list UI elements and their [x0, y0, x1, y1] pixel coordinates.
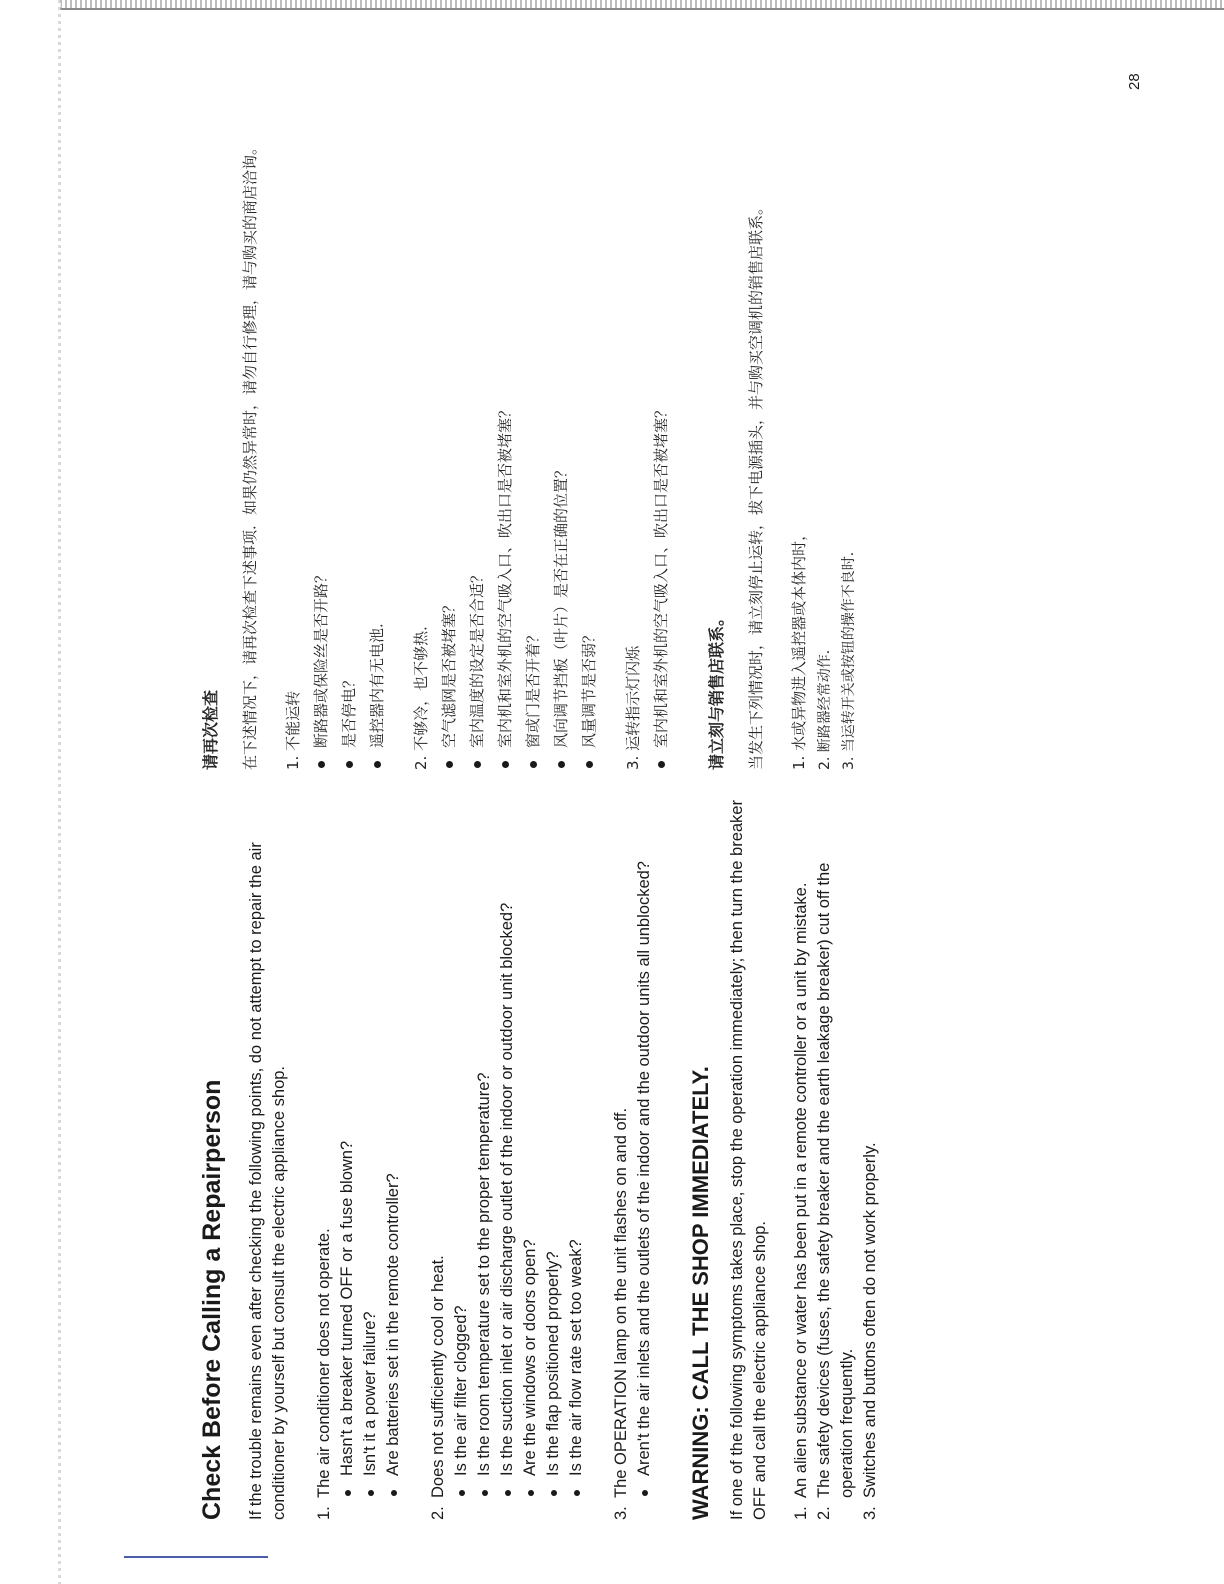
bullet-item: Is the suction inlet or air discharge outlet of the indoor or outdoor unit blocked?	[496, 800, 519, 1498]
warning-paragraph: If one of the following symptoms takes place, stop the operation immediately; then turn the breaker OFF and call the electric appliance shop.	[728, 800, 769, 1520]
zh-group-3	[619, 80, 675, 770]
item-number: 1.	[315, 1506, 333, 1520]
scan-bottom-mark	[124, 1556, 268, 1558]
zh-bullet: 断路器或保险丝是否开路？	[307, 80, 335, 770]
check-item-2	[427, 800, 588, 1520]
item-text: The safety devices (fuses, the safety breaker and the earth leakage breaker) cut off the operation frequently.	[815, 862, 856, 1498]
item-text: The air conditioner does not operate.	[315, 1228, 333, 1498]
rotated-page-content	[195, 80, 1155, 1520]
zh-warning-item: 3. 当运转开关或按钮的操作不良时．	[841, 542, 857, 770]
page-number: 28	[1126, 73, 1143, 90]
zh-bullet: 空气滤网是否被堵塞？	[435, 80, 463, 770]
bullet-list	[633, 800, 656, 1520]
item-number: 1.	[792, 1506, 810, 1520]
zh-bullet: 遥控器内有无电池．	[363, 80, 391, 770]
bullet-item: Is the air flow rate set too weak?	[565, 800, 588, 1498]
item-text: An alien substance or water has been put in a remote controller or a unit by mistake.	[792, 882, 810, 1498]
zh-intro: 在下述情况下，请再次检查下述事项．如果仍然异常时，请勿自行修理，请与购买的商店洽询。	[241, 139, 259, 770]
item-text: The OPERATION lamp on the unit flashes on and off.	[612, 1107, 630, 1498]
bullet-list	[450, 800, 588, 1520]
zh-bullet: 室内温度的设定是否合适？	[463, 80, 491, 770]
zh-warning-heading: 请立刻与销售店联系。	[707, 609, 726, 770]
zh-group-1	[279, 80, 391, 770]
bullet-item: Are the windows or doors open?	[519, 800, 542, 1498]
item-text: Does not sufficiently cool or heat.	[429, 1255, 447, 1498]
zh-bullet: 风量调节是否弱？	[575, 80, 603, 770]
zh-group-head: 2. 不够冷，也不够热．	[412, 615, 430, 770]
zh-bullet: 是否停电？	[335, 80, 363, 770]
warning-heading: WARNING: CALL THE SHOP IMMEDIATELY.	[688, 1066, 713, 1520]
zh-title: 请再次检查	[201, 689, 220, 770]
warning-item	[790, 800, 813, 1520]
zh-warning-paragraph: 当发生下列情况时，请立刻停止运转，拔下电源插头，并与购买空调机的销售店联系。	[747, 199, 765, 770]
zh-group-2	[407, 80, 603, 770]
item-text: Switches and buttons often do not work properly.	[861, 1142, 879, 1498]
zh-bullet: 室内机和室外机的空气吸入口、吹出口是否被堵塞？	[491, 80, 519, 770]
zh-group-head: 3. 运转指示灯闪烁	[624, 645, 642, 770]
bullet-item: Are batteries set in the remote controller?	[382, 800, 405, 1498]
bullet-item: Isn't it a power failure?	[359, 800, 382, 1498]
zh-bullet: 风向调节挡板（叶片）是否在正确的位置？	[547, 80, 575, 770]
warning-item	[859, 800, 882, 1520]
intro-paragraph: If the trouble remains even after checking the following points, do not attempt to repair the air conditioner by yourself but consult the electric appliance shop.	[247, 842, 288, 1520]
zh-group-head: 1. 不能运转	[284, 690, 302, 770]
bullet-item: Hasn't a breaker turned OFF or a fuse blown?	[336, 800, 359, 1498]
zh-warning-item: 2. 断路器经常动作．	[817, 640, 833, 770]
warning-list	[790, 800, 882, 1520]
item-number: 2.	[815, 1506, 833, 1520]
check-item-3	[610, 800, 656, 1520]
item-number: 3.	[861, 1506, 879, 1520]
bullet-item: Is the flap positioned properly?	[542, 800, 565, 1498]
page-title: Check Before Calling a Repairperson	[198, 1079, 226, 1520]
warning-item	[813, 800, 859, 1520]
chinese-column	[195, 80, 861, 770]
zh-bullet: 窗或门是否开着？	[519, 80, 547, 770]
english-column	[195, 800, 882, 1520]
zh-bullet: 室内机和室外机的空气吸入口、吹出口是否被堵塞？	[647, 80, 675, 770]
bullet-item: Is the room temperature set to the proper temperature?	[473, 800, 496, 1498]
bullet-item: Is the air filter clogged?	[450, 800, 473, 1498]
scan-top-rule	[60, 0, 1224, 10]
bullet-list	[336, 800, 405, 1520]
zh-warning-list	[785, 80, 861, 770]
item-number: 2.	[429, 1506, 447, 1520]
scan-left-edge	[58, 0, 61, 1584]
check-item-1	[313, 800, 405, 1520]
item-number: 3.	[612, 1506, 630, 1520]
bullet-item: Aren't the air inlets and the outlets of the indoor and the outdoor units all unblocked?	[633, 800, 656, 1498]
zh-warning-item: 1. 水或异物进入遥控器或本体内时，	[790, 525, 808, 770]
